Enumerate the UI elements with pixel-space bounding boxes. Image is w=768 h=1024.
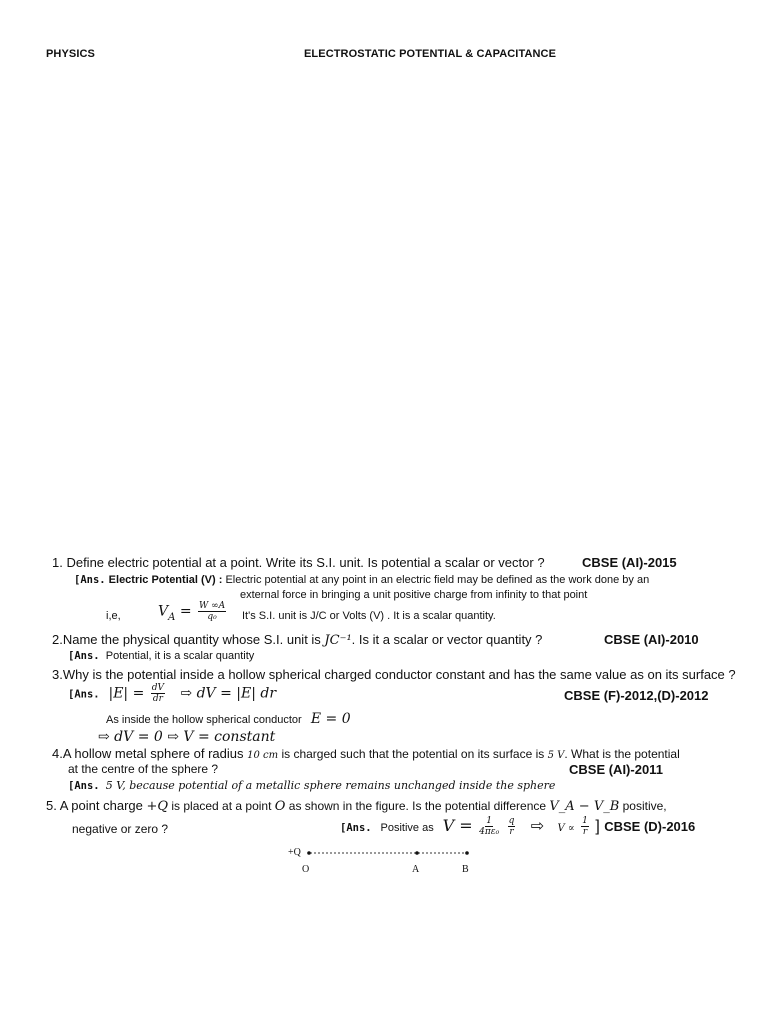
q2-board: CBSE (AI)-2010 <box>604 632 699 647</box>
q5-potential-diff: V_A − V_B <box>549 799 620 814</box>
q1-definition-2: external force in bringing a unit positive charge from infinity to that point <box>240 589 588 601</box>
q3-eq1-rhs: ⇨ dV = |E| dr <box>180 685 277 702</box>
q4-ans-tag: [Ans. <box>68 780 100 792</box>
q3-note-text: As inside the hollow spherical conductor <box>106 714 302 726</box>
q3-eq1-lhs: |E| = <box>108 685 145 702</box>
q5-text-a: 5. A point charge <box>46 798 147 813</box>
q5-prop-lhs: V ∝ <box>557 823 575 834</box>
q5-arrow: ⇨ <box>530 818 545 835</box>
q5-answer-text: Positive as <box>380 822 434 834</box>
q4-radius: 10 cm <box>247 750 279 761</box>
q1-question: 1. Define electric potential at a point. Write its S.I. unit. Is potential a scalar or vector ? <box>52 555 545 570</box>
q1-term: Electric Potential (V) : <box>108 574 223 586</box>
q4-text-a: 4.A hollow metal sphere of radius <box>52 746 248 761</box>
figure-charge-label: +Q <box>288 847 301 858</box>
q1-answer <box>74 574 649 586</box>
figure-label-o: O <box>302 864 310 875</box>
subject-label: PHYSICS <box>46 48 95 60</box>
q3-eq1-num: dV <box>151 683 165 693</box>
q1-formula-sub: A <box>168 611 176 623</box>
q5-board: CBSE (D)-2016 <box>604 819 696 834</box>
q5-prop-den: r <box>582 827 588 838</box>
q5-prop-num: 1 <box>582 816 588 827</box>
q5-text-g: positive, <box>619 799 667 813</box>
q1-formula-lhs: V <box>158 603 169 620</box>
q1-board: CBSE (AI)-2015 <box>582 555 677 570</box>
q2-question <box>52 632 542 648</box>
q5-text-c: is placed at a point <box>168 799 275 813</box>
q4-board: CBSE (AI)-2011 <box>569 762 663 777</box>
q5-close: ] <box>595 818 600 835</box>
q4-answer <box>68 779 555 792</box>
q5-charge: +Q <box>146 799 169 814</box>
chapter-title: ELECTROSTATIC POTENTIAL & CAPACITANCE <box>304 48 557 60</box>
q3-eq1-den: dr <box>152 694 163 704</box>
q4-potential: 5 V <box>547 750 565 761</box>
q5-text-e: as shown in the figure. Is the potential difference <box>285 799 550 813</box>
q2-question-unit: JC⁻¹ <box>324 633 352 648</box>
q5-answer <box>340 816 695 837</box>
q3-note <box>106 711 351 727</box>
q1-formula-den: q₀ <box>207 612 217 622</box>
point-o-dot <box>307 851 311 855</box>
q2-question-prefix: 2.Name the physical quantity whose S.I. unit is <box>52 632 325 647</box>
q1-formula: $V_A$ = $\frac{W \infty A}{\text{q₀}}$ <box>158 601 226 623</box>
q1-definition-1: Electric potential at any point in an electric field may be defined as the work done by an <box>225 574 650 586</box>
q3-ans-tag: [Ans. <box>68 688 100 701</box>
point-b-dot <box>465 851 469 855</box>
q2-question-suffix: . Is it a scalar or vector quantity ? <box>351 632 543 647</box>
q5-formula-lhs: V = <box>442 816 473 835</box>
q1-ans-tag: [Ans. <box>74 574 106 586</box>
q5-question-line1 <box>46 798 667 814</box>
point-a-dot <box>415 851 419 855</box>
q3-note-eq: E = 0 <box>310 711 351 727</box>
q2-answer-text: Potential, it is a scalar quantity <box>105 650 255 662</box>
q4-text-c: is charged such that the potential on its surface is <box>278 747 548 761</box>
q4-question-line2: at the centre of the sphere ? <box>68 762 219 776</box>
q5-frac1-num: 1 <box>486 816 492 827</box>
q5-frac2-num: q <box>508 816 515 827</box>
q4-question-line1 <box>52 746 680 761</box>
q5-question-line2: negative or zero ? <box>72 822 169 836</box>
q4-text-e: . What is the potential <box>564 747 680 761</box>
q1-ie: i,e, <box>106 610 121 622</box>
q3-eq2: ⇨ dV = 0 ⇨ V = constant <box>98 729 276 745</box>
q1-unit-text: It's S.I. unit is J/C or Volts (V) . It is a scalar quantity. <box>242 610 496 622</box>
q3-eq1 <box>68 683 276 704</box>
q2-ans-tag: [Ans. <box>68 650 100 662</box>
q5-point-o: O <box>274 799 286 814</box>
q5-frac2-den: r <box>509 827 514 838</box>
q3-question: 3.Why is the potential inside a hollow spherical charged conductor constant and has the same value as on its surface ? <box>52 667 736 682</box>
q5-ans-tag: [Ans. <box>340 822 372 834</box>
charge-figure <box>285 843 485 883</box>
q1-formula-num: W ∞A <box>199 601 226 611</box>
figure-label-b: B <box>462 864 469 875</box>
q2-answer <box>68 650 254 662</box>
q3-board: CBSE (F)-2012,(D)-2012 <box>564 688 709 703</box>
q5-frac1-den: 4πε₀ <box>479 827 500 838</box>
q4-answer-text: 5 V, because potential of a metallic sphere remains unchanged inside the sphere <box>105 779 556 792</box>
figure-label-a: A <box>412 864 420 875</box>
